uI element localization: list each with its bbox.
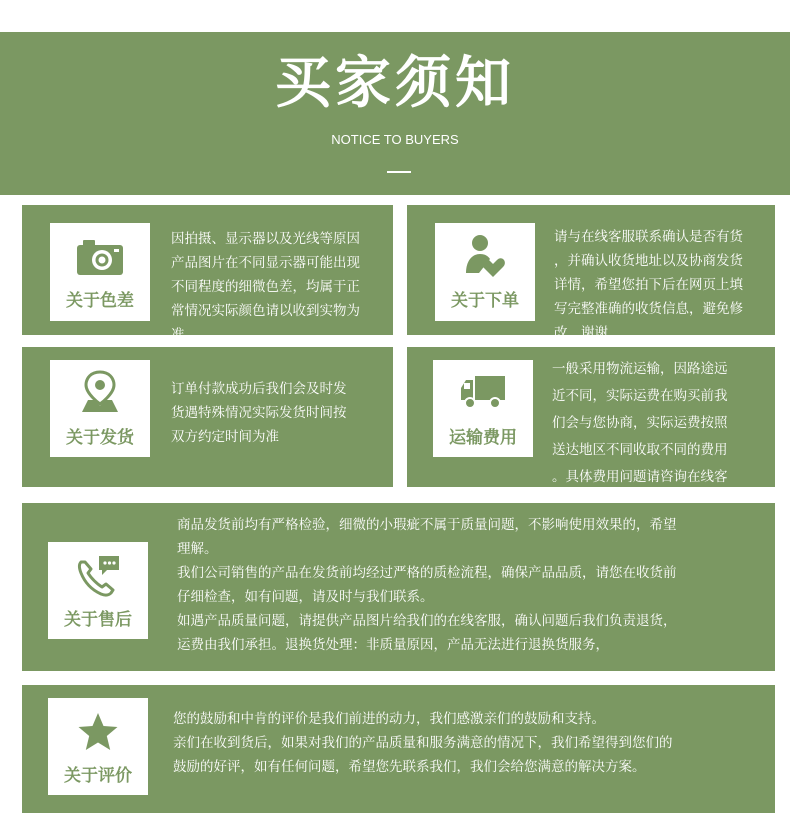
icon-box-aftersales (48, 542, 148, 639)
truck-icon (459, 372, 507, 412)
card-color-difference (22, 205, 393, 343)
card-review (22, 685, 775, 813)
star-icon (77, 712, 119, 752)
page-title: 买家须知 (275, 51, 515, 116)
text-order: 请与在线客服联系确认是否有货 ，并确认收货地址以及协商发货 详情，希望您拍下后在网页上填 写完整准确的收货信息，避免修 改，谢谢 (554, 229, 743, 341)
icon-box-order (435, 223, 535, 321)
card-shipping (22, 347, 393, 487)
card-aftersales (22, 503, 775, 671)
camera-icon (75, 237, 125, 277)
header-banner (0, 32, 790, 195)
location-pin-icon (80, 370, 120, 414)
user-heart-icon (463, 233, 507, 279)
icon-box-color (50, 223, 150, 321)
label-order: 关于下单 (451, 291, 519, 311)
page-subtitle: NOTICE TO BUYERS (331, 132, 459, 147)
label-shipping: 关于发货 (66, 428, 134, 448)
text-review: 您的鼓励和中肯的评价是我们前进的动力，我们感激亲们的鼓励和支持。 亲们在收到货后，如果对我们的产品质量和服务满意的情况下，我们希望得到您们的 鼓励的好评，如有任何问题，希望您先联系我们，我们会给您满意的解决方案。 (173, 711, 673, 775)
icon-box-review (48, 698, 148, 795)
text-aftersales: 商品发货前均有严格检验，细微的小瑕疵不属于质量问题，不影响使用效果的，希望 理解。 我们公司销售的产品在发货前均经过严格的质检流程，确保产品品质，请您在收货前 仔细检查，如有问题，请及时与我们联系。 如遇产品质量问题，请提供产品图片给我们的在线客服，确认问题后我们负责退货， 运费由我们承担。退换货处理：非质量原因，产品无法进行退换货服务， (177, 517, 677, 653)
text-color: 因拍摄、显示器以及光线等原因 产品图片在不同显示器可能出现 不同程度的细微色差，均属于正 常情况实际颜色请以收到实物为 准。 (171, 231, 360, 343)
label-color: 关于色差 (66, 291, 134, 311)
text-shipping: 订单付款成功后我们会及时发 货遇特殊情况实际发货时间按 双方约定时间为准 (171, 381, 347, 445)
phone-chat-icon (75, 554, 121, 598)
label-aftersales: 关于售后 (64, 610, 132, 630)
card-order (407, 205, 775, 341)
card-freight (407, 347, 775, 487)
title-divider (387, 171, 411, 173)
label-freight: 运输费用 (449, 428, 517, 448)
icon-box-freight (433, 360, 533, 457)
text-freight: 一般采用物流运输，因路途远 近不同，实际运费在购买前我 们会与您协商，实际运费按照 送达地区不同收取不同的费用 。具体费用问题请咨询在线客 (552, 361, 728, 485)
icon-box-shipping (50, 360, 150, 457)
label-review: 关于评价 (64, 766, 132, 786)
